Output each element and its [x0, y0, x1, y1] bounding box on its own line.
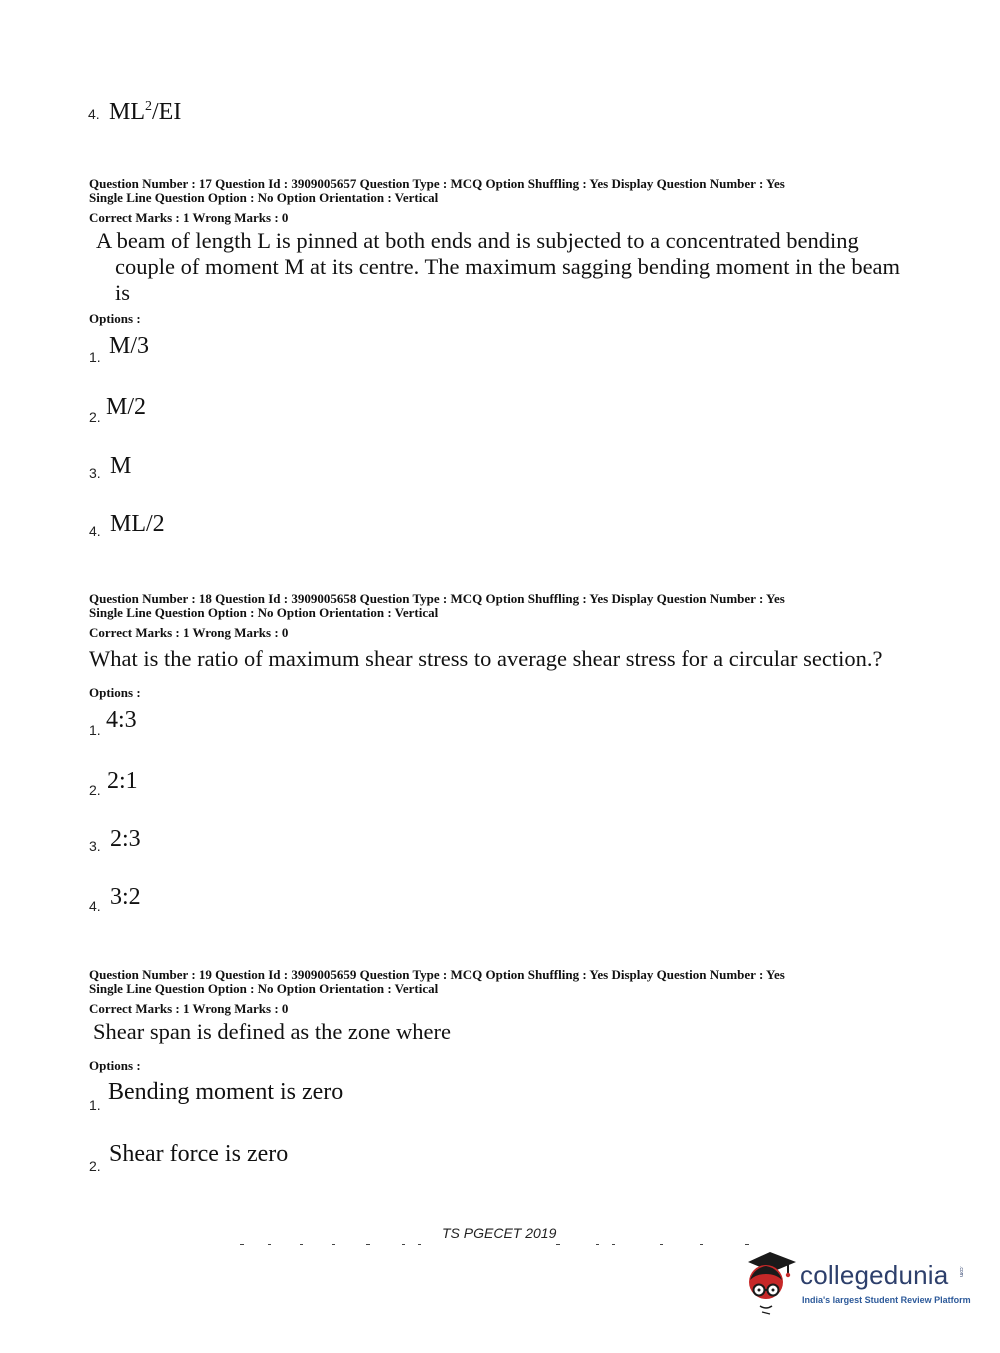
- collegedunia-logo: [740, 1246, 980, 1316]
- option-number: 3.: [89, 838, 101, 854]
- question-text-line-1: A beam of length L is pinned at both ends and is subjected to a concentrated bending: [96, 228, 859, 253]
- option-text: M/2: [106, 394, 147, 420]
- option-text: ML/2: [110, 511, 165, 537]
- option-text-rest: /EI: [152, 99, 182, 125]
- question-meta-line-2: Single Line Question Option : No Option Orientation : Vertical: [89, 605, 439, 620]
- option-number: 1.: [89, 349, 101, 365]
- logo-tagline: India's largest Student Review Platform: [802, 1295, 971, 1305]
- option-number: 1.: [89, 1097, 101, 1113]
- options-label: Options :: [89, 311, 141, 326]
- option-number: 1.: [89, 722, 101, 738]
- question-text-line-3: is: [115, 280, 131, 305]
- question-text-line-2: couple of moment M at its centre. The maximum sagging bending moment in the beam: [115, 254, 901, 279]
- option-number: 4.: [88, 106, 100, 122]
- question-marks: Correct Marks : 1 Wrong Marks : 0: [89, 1001, 289, 1016]
- option-text: M: [110, 453, 132, 479]
- question-meta-line-2: Single Line Question Option : No Option Orientation : Vertical: [89, 981, 439, 996]
- option-number: 4.: [89, 523, 101, 539]
- question-meta-line-1: Question Number : 19 Question Id : 3909005659 Question Type : MCQ Option Shuffling : Yes Display Question Number : Yes: [89, 967, 785, 982]
- question-marks: Correct Marks : 1 Wrong Marks : 0: [89, 625, 289, 640]
- options-label: Options :: [89, 1058, 141, 1073]
- option-number: 2.: [89, 409, 101, 425]
- option-number: 3.: [89, 465, 101, 481]
- mascot-icon: [740, 1246, 800, 1316]
- option-text: 2:3: [110, 826, 141, 852]
- question-meta-line-1: Question Number : 17 Question Id : 3909005657 Question Type : MCQ Option Shuffling : Yes Display Question Number : Yes: [89, 176, 785, 191]
- question-meta-line-2: Single Line Question Option : No Option Orientation : Vertical: [89, 190, 439, 205]
- option-text: M/3: [109, 333, 150, 359]
- option-text: Bending moment is zero: [108, 1079, 344, 1105]
- question-meta-line-1: Question Number : 18 Question Id : 3909005658 Question Type : MCQ Option Shuffling : Yes Display Question Number : Yes: [89, 591, 785, 606]
- option-text: [109, 95, 181, 124]
- logo-wordmark: collegedunia: [800, 1260, 949, 1290]
- option-text: 2:1: [107, 768, 138, 794]
- option-number: 2.: [89, 1158, 101, 1174]
- question-text: What is the ratio of maximum shear stress to average shear stress for a circular section.?: [89, 646, 883, 671]
- option-text: 4:3: [106, 707, 137, 733]
- option-number: 4.: [89, 898, 101, 914]
- option-text: Shear force is zero: [109, 1141, 289, 1167]
- footer-title: TS PGECET 2019: [442, 1225, 557, 1241]
- option-superscript: 2: [145, 99, 152, 114]
- option-number: 2.: [89, 782, 101, 798]
- option-text: 3:2: [110, 884, 141, 910]
- options-label: Options :: [89, 685, 141, 700]
- question-text: Shear span is defined as the zone where: [93, 1019, 451, 1044]
- question-marks: Correct Marks : 1 Wrong Marks : 0: [89, 210, 289, 225]
- option-text-main: ML: [109, 99, 145, 125]
- logo-suffix: .com: [958, 1266, 964, 1277]
